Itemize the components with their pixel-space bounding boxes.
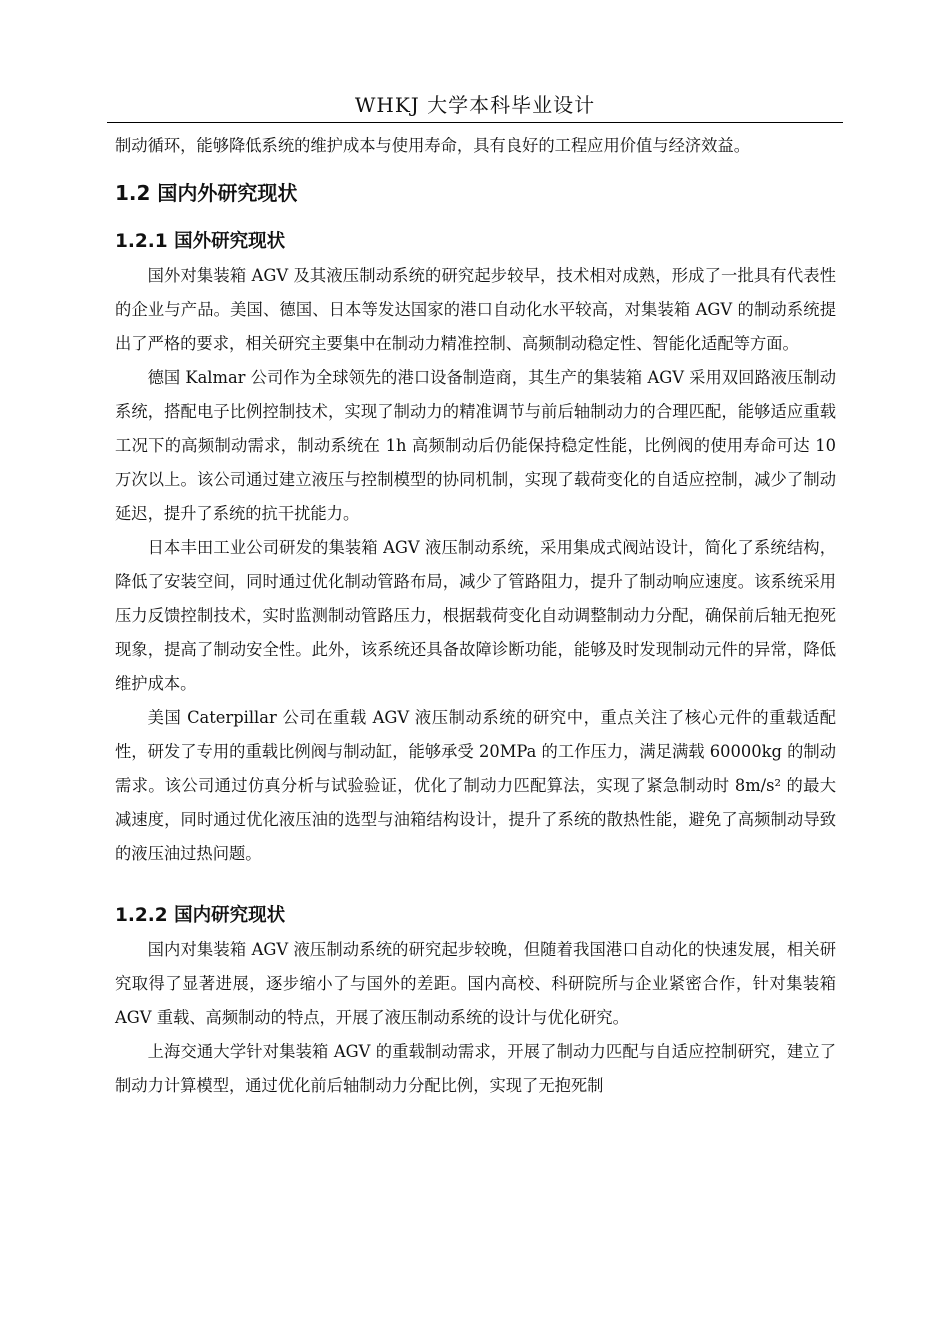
paragraph-sjtu: 上海交通大学针对集装箱 AGV 的重载制动需求，开展了制动力匹配与自适应控制研究，建立了制动力计算模型，通过优化前后轴制动力分配比例，实现了无抱死制 [115, 1042, 836, 1095]
subsection-heading-1-2-1: 1.2.1 国外研究现状 [115, 231, 286, 252]
subsection-heading-1-2-2: 1.2.2 国内研究现状 [115, 905, 286, 926]
paragraph-domestic-overview: 国内对集装箱 AGV 液压制动系统的研究起步较晚，但随着我国港口自动化的快速发展，相关研究取得了显著进展，逐步缩小了与国外的差距。国内高校、科研院所与企业紧密合作，针对集装箱 AGV 重载、高频制动的特点，开展了液压制动系统的设计与优化研究。 [115, 940, 836, 1027]
page-header: WHKJ 大学本科毕业设计 [107, 88, 843, 123]
page-content [115, 129, 836, 1103]
paragraph-kalmar: 德国 Kalmar 公司作为全球领先的港口设备制造商，其生产的集装箱 AGV 采用双回路液压制动系统，搭配电子比例控制技术，实现了制动力的精准调节与前后轴制动力的合理匹配，能够适应重载工况下的高频制动需求，制动系统在 1h 高频制动后仍能保持稳定性能，比例阀的使用寿命可达 10 万次以上。该公司通过建立液压与控制模型的协同机制，实现了载荷变化的自适应控制，减少了制动延迟，提升了系统的抗干扰能力。 [115, 368, 836, 523]
paragraph-foreign-overview: 国外对集装箱 AGV 及其液压制动系统的研究起步较早，技术相对成熟，形成了一批具有代表性的企业与产品。美国、德国、日本等发达国家的港口自动化水平较高，对集装箱 AGV 的制动系统提出了严格的要求，相关研究主要集中在制动力精准控制、高频制动稳定性、智能化适配等方面。 [115, 266, 836, 353]
paragraph-toyota: 日本丰田工业公司研发的集装箱 AGV 液压制动系统，采用集成式阀站设计，简化了系统结构，降低了安装空间，同时通过优化制动管路布局，减少了管路阻力，提升了制动响应速度。该系统采用压力反馈控制技术，实时监测制动管路压力，根据载荷变化自动调整制动力分配，确保前后轴无抱死现象，提高了制动安全性。此外，该系统还具备故障诊断功能，能够及时发现制动元件的异常，降低维护成本。 [115, 538, 836, 693]
paragraph-caterpillar: 美国 Caterpillar 公司在重载 AGV 液压制动系统的研究中，重点关注了核心元件的重载适配性，研发了专用的重载比例阀与制动缸，能够承受 20MPa 的工作压力，满足满载 60000kg 的制动需求。该公司通过仿真分析与试验验证，优化了制动力匹配算法，实现了紧急制动时 8m/s² 的最大减速度，同时通过优化液压油的选型与油箱结构设计，提升了系统的散热性能，避免了高频制动导致的液压油过热问题。 [115, 708, 836, 863]
section-heading-1-2: 1.2 国内外研究现状 [115, 181, 298, 205]
paragraph-continued: 制动循环，能够降低系统的维护成本与使用寿命，具有良好的工程应用价值与经济效益。 [115, 136, 750, 155]
